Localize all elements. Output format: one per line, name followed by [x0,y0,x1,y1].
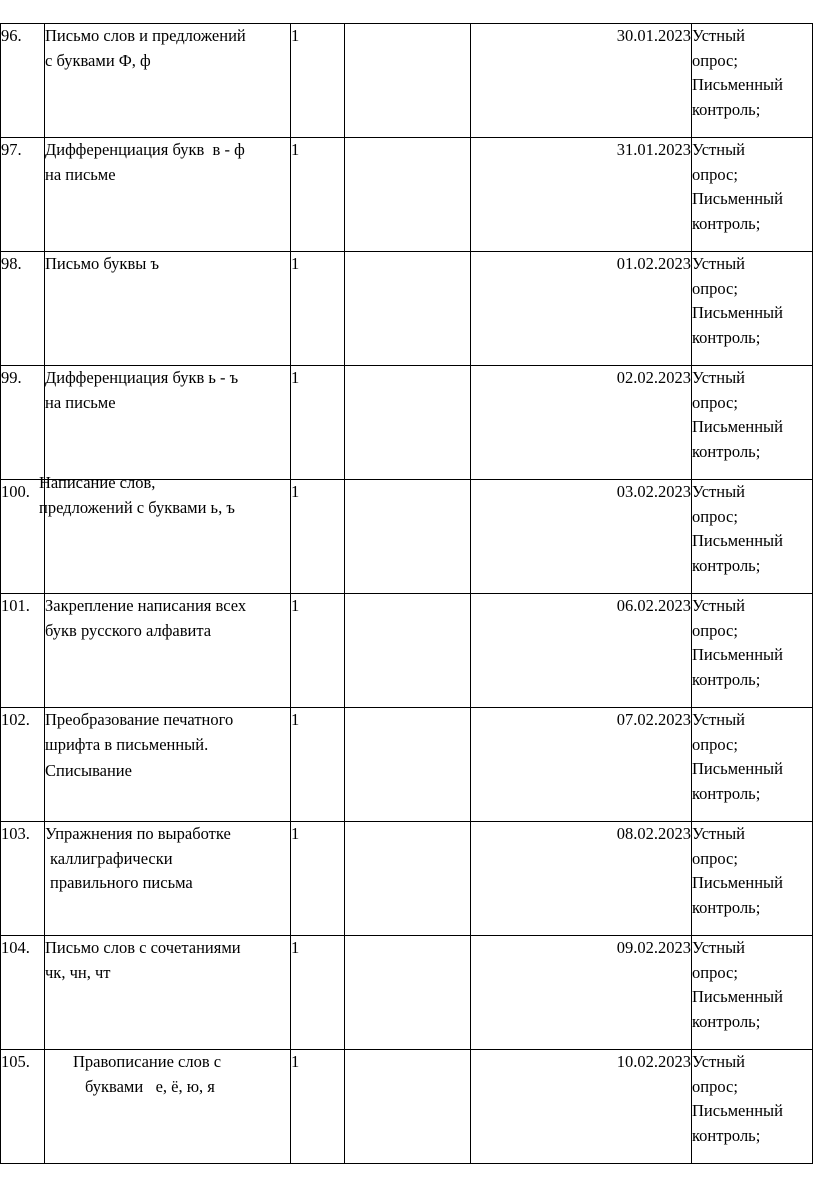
control-form: Устный опрос; Письменный контроль; [692,480,813,594]
lesson-date: 08.02.2023 [471,822,692,936]
empty-cell [345,1050,471,1164]
control-form: Устный опрос; Письменный контроль; [692,252,813,366]
control-form: Устный опрос; Письменный контроль; [692,366,813,480]
lesson-topic: Правописание слов с буквами е, ё, ю, я [45,1050,291,1164]
table-row [1,708,813,822]
lesson-number: 99. [1,366,45,480]
lesson-hours: 1 [291,1050,345,1164]
lesson-date: 31.01.2023 [471,138,692,252]
empty-cell [345,138,471,252]
control-form: Устный опрос; Письменный контроль; [692,708,813,822]
control-form: Устный опрос; Письменный контроль; [692,822,813,936]
lesson-topic: Написание слов, предложений с буквами ь, ъ [45,480,291,594]
lesson-hours: 1 [291,138,345,252]
lesson-number: 103. [1,822,45,936]
control-form: Устный опрос; Письменный контроль; [692,936,813,1050]
lesson-date: 09.02.2023 [471,936,692,1050]
table-row [1,1050,813,1164]
lesson-hours: 1 [291,822,345,936]
control-form: Устный опрос; Письменный контроль; [692,24,813,138]
lesson-hours: 1 [291,480,345,594]
lesson-date: 07.02.2023 [471,708,692,822]
empty-cell [345,936,471,1050]
table-row [1,24,813,138]
lesson-hours: 1 [291,366,345,480]
lesson-date: 10.02.2023 [471,1050,692,1164]
empty-cell [345,822,471,936]
lesson-number: 96. [1,24,45,138]
lesson-plan-table [0,23,813,1164]
lesson-number: 104. [1,936,45,1050]
lesson-topic: Упражнения по выработке каллиграфически правильного письма [45,822,291,936]
empty-cell [345,594,471,708]
empty-cell [345,708,471,822]
lesson-hours: 1 [291,24,345,138]
table-row [1,822,813,936]
lesson-date: 03.02.2023 [471,480,692,594]
table-row [1,138,813,252]
lesson-date: 02.02.2023 [471,366,692,480]
lesson-number: 101. [1,594,45,708]
table-row [1,480,813,594]
control-form: Устный опрос; Письменный контроль; [692,1050,813,1164]
lesson-topic: Письмо слов и предложений с буквами Ф, ф [45,24,291,138]
table-row [1,252,813,366]
lesson-topic: Закрепление написания всех букв русского алфавита [45,594,291,708]
empty-cell [345,480,471,594]
lesson-number: 97. [1,138,45,252]
empty-cell [345,24,471,138]
lesson-hours: 1 [291,252,345,366]
lesson-number: 100. [1,480,45,594]
lesson-topic: Письмо буквы ъ [45,252,291,366]
table-row [1,936,813,1050]
lesson-topic: Преобразование печатного шрифта в письменный. Списывание [45,708,291,822]
lesson-hours: 1 [291,708,345,822]
control-form: Устный опрос; Письменный контроль; [692,138,813,252]
empty-cell [345,252,471,366]
table-row [1,594,813,708]
lesson-hours: 1 [291,594,345,708]
lesson-topic: Дифференциация букв ь - ъ на письме [45,366,291,480]
lesson-number: 98. [1,252,45,366]
lesson-topic: Дифференциация букв в - ф на письме [45,138,291,252]
lesson-date: 06.02.2023 [471,594,692,708]
lesson-number: 102. [1,708,45,822]
lesson-hours: 1 [291,936,345,1050]
empty-cell [345,366,471,480]
lesson-date: 01.02.2023 [471,252,692,366]
lesson-date: 30.01.2023 [471,24,692,138]
lesson-number: 105. [1,1050,45,1164]
control-form: Устный опрос; Письменный контроль; [692,594,813,708]
lesson-topic: Письмо слов с сочетаниями чк, чн, чт [45,936,291,1050]
table-row [1,366,813,480]
